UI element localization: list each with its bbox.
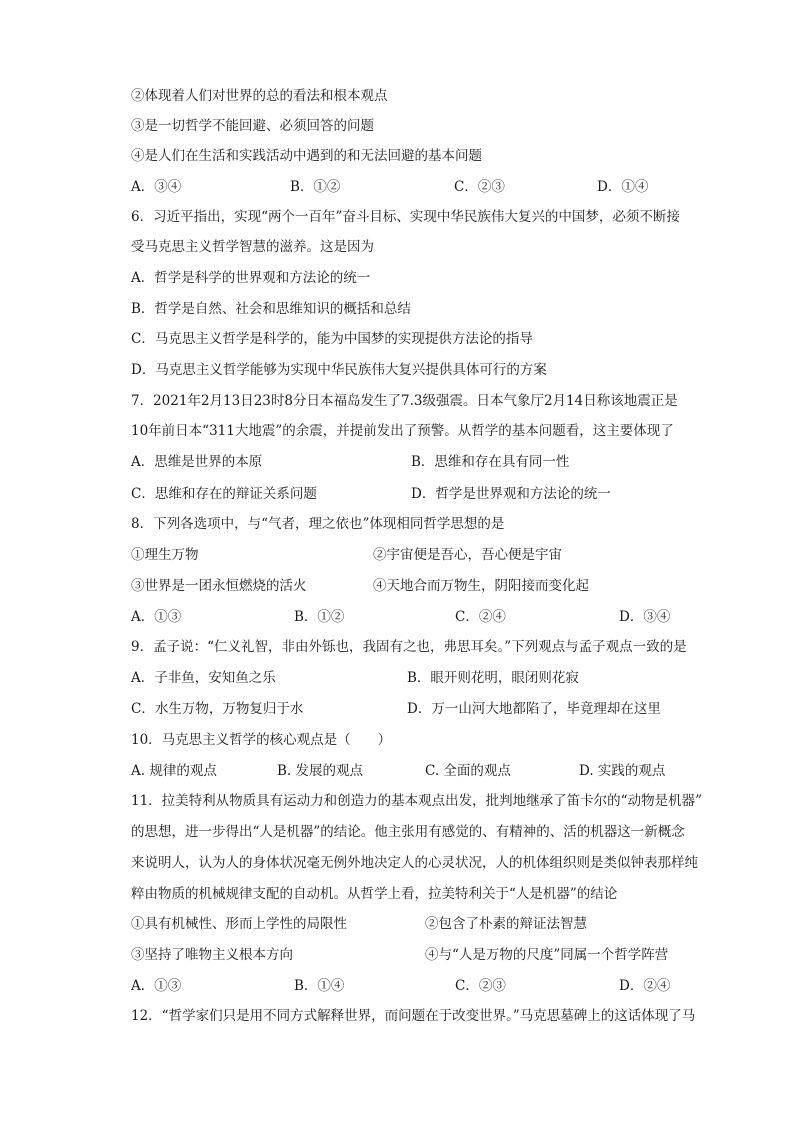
q9-option-c: C．水生万物，万物复归于水 [131, 701, 304, 717]
q5-item-4: ④是人们在生活和实践活动中遇到的和无法回避的基本问题 [131, 148, 482, 164]
q11-stem-line-4: 粹由物质的机械规律支配的自动机。从哲学上看，拉美特利关于“人是机器”的结论 [131, 886, 618, 902]
q5-item-2: ②体现着人们对世界的总的看法和根本观点 [131, 88, 388, 104]
q10-option-b: B. 发展的观点 [277, 763, 364, 779]
q8-option-b: B．①② [294, 609, 345, 625]
q11-option-b: B．①④ [294, 978, 345, 994]
q11-stem-line-1: 11．拉美特利从物质具有运动力和创造力的基本观点出发，批判地继承了笛卡尔的“动物是机器” [131, 793, 702, 809]
q8-stem: 8．下列各选项中，与“气者，理之依也”体现相同哲学思想的是 [131, 516, 505, 532]
q6-option-a: A．哲学是科学的世界观和方法论的统一 [131, 270, 371, 286]
q8-option-d: D．③④ [619, 609, 671, 625]
q5-option-b: B．①② [290, 179, 341, 195]
q10-option-a: A. 规律的观点 [131, 763, 217, 779]
q7-option-c: C．思维和存在的辩证关系问题 [131, 486, 317, 502]
q8-option-a: A．①③ [131, 609, 182, 625]
q9-stem: 9．孟子说：“仁义礼智，非由外铄也，我固有之也，弗思耳矣。”下列观点与孟子观点一致的是 [131, 639, 687, 655]
q11-item-1: ①具有机械性、形而上学性的局限性 [131, 916, 347, 932]
q11-option-a: A．①③ [131, 978, 182, 994]
q11-stem-line-3: 来说明人，认为人的身体状况毫无例外地决定人的心灵状况，人的机体组织则是类似钟表那样纯 [131, 855, 698, 871]
q9-option-b: B．眼开则花明，眼闭则花寂 [407, 670, 579, 686]
q5-option-a: A．③④ [131, 179, 182, 195]
q12-stem: 12．“哲学家们只是用不同方式解释世界，而问题在于改变世界。”马克思墓碑上的这话体现了马 [131, 1008, 696, 1024]
q11-item-3: ③坚持了唯物主义根本方向 [131, 947, 293, 963]
q8-item-4: ④天地合而万物生，阴阳接而变化起 [373, 578, 589, 594]
q11-item-4: ④与“人是万物的尺度”同属一个哲学阵营 [425, 947, 669, 963]
q8-item-1: ①理生万物 [131, 547, 199, 563]
q8-item-3: ③世界是一团永恒燃烧的活火 [131, 578, 307, 594]
q8-item-2: ②宇宙便是吾心，吾心便是宇宙 [373, 547, 562, 563]
q7-option-a: A．思维是世界的本原 [131, 454, 263, 470]
q6-option-c: C．马克思主义哲学是科学的，能为中国梦的实现提供方法论的指导 [131, 331, 533, 347]
q9-option-a: A．子非鱼，安知鱼之乐 [131, 670, 276, 686]
q7-stem-line-2: 10年前日本“311大地震”的余震，并提前发出了预警。从哲学的基本问题看，这主要体现了 [131, 423, 674, 439]
q7-option-b: B．思维和存在具有同一性 [411, 454, 570, 470]
q6-stem-line-1: 6．习近平指出，实现“两个一百年”奋斗目标、实现中华民族伟大复兴的中国梦，必须不断接 [131, 209, 680, 225]
q10-option-c: C. 全面的观点 [425, 763, 511, 779]
q5-item-3: ③是一切哲学不能回避、必须回答的问题 [131, 118, 374, 134]
q10-stem: 10．马克思主义哲学的核心观点是（ ） [131, 732, 392, 748]
q6-option-b: B．哲学是自然、社会和思维知识的概括和总结 [131, 301, 411, 317]
q7-option-d: D．哲学是世界观和方法论的统一 [411, 486, 611, 502]
q10-option-d: D. 实践的观点 [579, 763, 666, 779]
q11-item-2: ②包含了朴素的辩证法智慧 [425, 916, 587, 932]
q9-option-d: D．万一山河大地都陷了，毕竟理却在这里 [407, 701, 661, 717]
q6-stem-line-2: 受马克思主义哲学智慧的滋养。这是因为 [131, 239, 374, 255]
q7-stem-line-1: 7．2021年2月13日23时8分日本福岛发生了7.3级强震。日本气象厅2月14日称该地震正是 [131, 393, 678, 409]
q5-option-c: C．②③ [454, 179, 505, 195]
q8-option-c: C．②④ [455, 609, 506, 625]
q11-option-c: C．②③ [455, 978, 506, 994]
q11-stem-line-2: 的思想，进一步得出“人是机器”的结论。他主张用有感觉的、有精神的、活的机器这一新概念 [131, 824, 685, 840]
q5-option-d: D．①④ [597, 179, 649, 195]
q11-option-d: D．②④ [619, 978, 671, 994]
q6-option-d: D．马克思主义哲学能够为实现中华民族伟大复兴提供具体可行的方案 [131, 362, 547, 378]
